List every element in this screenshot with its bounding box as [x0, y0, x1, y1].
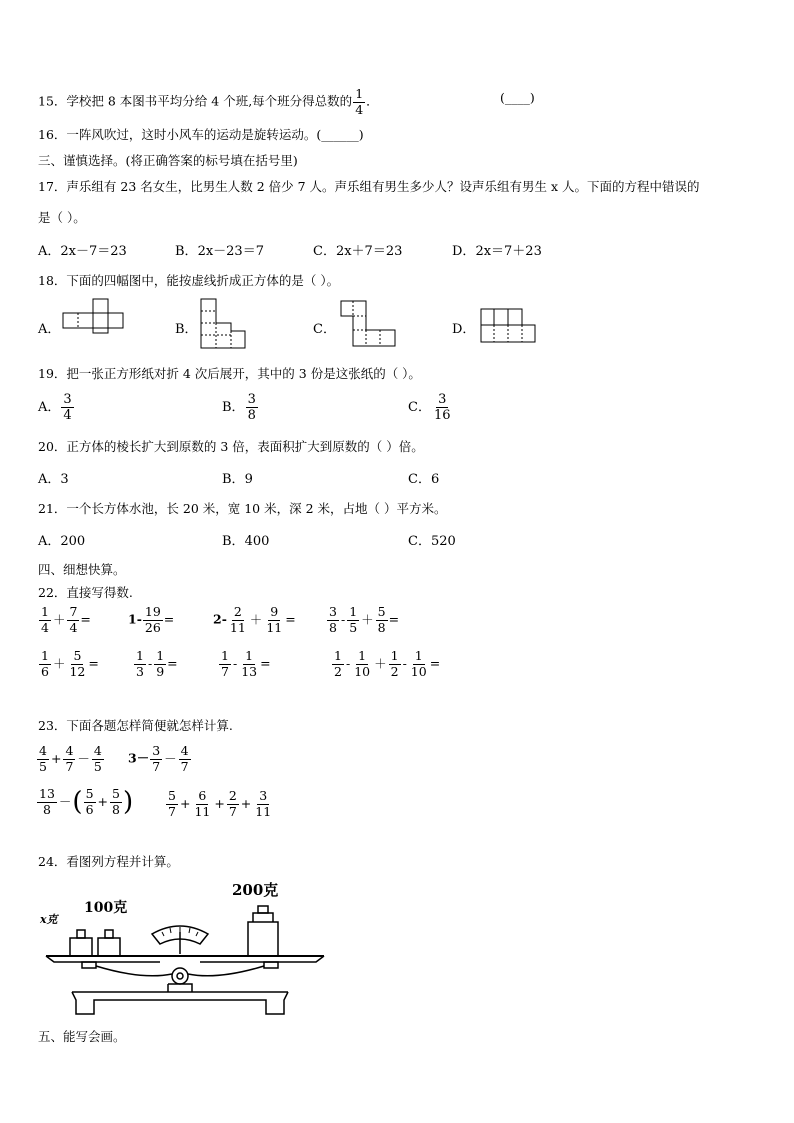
- q15-fraction: [353, 88, 365, 116]
- option-text: 6: [430, 472, 440, 487]
- label-200g: 200克: [232, 881, 279, 899]
- option-label: A．: [38, 400, 61, 415]
- option-label: C．: [408, 472, 431, 487]
- option-label: D．: [452, 244, 476, 259]
- q23-expr-3[interactable]: $\frac{13}{8}$ －( $\frac{5}{6}$ + $\frac{5}{8}$ ): [39, 786, 134, 817]
- q17-option-c[interactable]: [313, 240, 402, 259]
- q22-text: 22．直接写得数.: [38, 585, 133, 600]
- q20-option-a[interactable]: [38, 468, 69, 487]
- option-label: B．: [222, 534, 245, 549]
- q22-r2-a[interactable]: $\frac{1}{6}$ ＋ $\frac{5}{12}$ =: [41, 648, 99, 679]
- frac-den: 8: [247, 408, 256, 423]
- q20-text: 20．正方体的棱长扩大到原数的 3 倍，表面积扩大到原数的（ ）倍。: [38, 439, 424, 454]
- balance-scale-illustration: [42, 896, 328, 1020]
- q18-option-a-label[interactable]: A．: [38, 322, 61, 337]
- section-4-heading: 四、细想快算。: [38, 562, 126, 577]
- q19-option-a[interactable]: [38, 393, 75, 422]
- option-label: A．: [38, 534, 61, 549]
- option-text: 200: [60, 534, 86, 549]
- q17-option-d[interactable]: [452, 240, 542, 259]
- q20-option-c[interactable]: [408, 468, 439, 487]
- q18-text: 18．下面的四幅图中，能按虚线折成正方体的是（ ）。: [38, 273, 340, 288]
- option-label: B．: [222, 400, 245, 415]
- section-5-heading: 五、能写会画。: [38, 1029, 126, 1044]
- option-text: 3: [60, 472, 69, 487]
- q15-frac-den: 4: [355, 101, 364, 117]
- q19-option-c[interactable]: [408, 393, 454, 422]
- q21-option-c[interactable]: [408, 530, 456, 549]
- q18-net-c: [340, 300, 396, 348]
- option-text: 9: [244, 472, 253, 487]
- option-label: C．: [408, 534, 431, 549]
- q21-option-a[interactable]: [38, 530, 85, 549]
- scale-base: [72, 984, 288, 1014]
- q15-answer-blank[interactable]: (____): [500, 90, 535, 105]
- q16-text: [38, 125, 364, 143]
- q23-expr-1[interactable]: $\frac{4}{5}$ + $\frac{4}{7}$ － $\frac{4}{5}$: [39, 743, 102, 774]
- q18-net-d: [480, 308, 536, 344]
- option-label: A．: [38, 472, 61, 487]
- q22-r1-d[interactable]: $\frac{3}{8}$ - $\frac{1}{5}$ ＋ $\frac{5}{8}$ =: [329, 604, 400, 635]
- q18-option-d-label[interactable]: D．: [452, 322, 476, 337]
- x-gram-label: x克: [40, 913, 58, 926]
- q15-text: [38, 88, 379, 116]
- weight-100g-right: [98, 930, 120, 956]
- option-text: 520: [430, 534, 456, 549]
- q17-line1: 17．声乐组有 23 名女生，比男生人数 2 倍少 7 人。声乐组有男生多少人？设声乐组有男生 x 人。下面的方程中错误的: [38, 179, 700, 194]
- q24-text: 24．看图列方程并计算。: [38, 854, 179, 869]
- q15-tail: ．: [366, 93, 379, 109]
- option-text: 2x＝7＋23: [475, 244, 542, 259]
- weight-100g-left: [70, 930, 92, 956]
- option-label: B．: [222, 472, 245, 487]
- option-label: B．: [175, 244, 198, 259]
- q22-r1-c[interactable]: 2- $\frac{2}{11}$ ＋ $\frac{9}{11}$ =: [213, 604, 296, 635]
- q23-expr-4[interactable]: $\frac{5}{7}$ + $\frac{6}{11}$ + $\frac{2}{7}$ + $\frac{3}{11}$: [168, 788, 272, 819]
- option-label: C．: [408, 400, 431, 415]
- frac-num: 3: [63, 392, 72, 407]
- frac-den: 4: [63, 408, 72, 423]
- label-100g: 100克: [84, 900, 128, 916]
- option-text: 2x－23＝7: [197, 244, 264, 259]
- q22-r2-d[interactable]: $\frac{1}{2}$ - $\frac{1}{10}$ ＋ $\frac{1}{2}$ - $\frac{1}{10}$ =: [334, 648, 441, 679]
- section-3-heading: 三、谨慎选择。(将正确答案的标号填在括号里): [38, 153, 298, 168]
- q22-r2-c[interactable]: $\frac{1}{7}$ - $\frac{1}{13}$ =: [221, 648, 271, 679]
- q20-option-b[interactable]: [222, 468, 253, 487]
- scale-beam: [46, 956, 324, 984]
- scale-dial: [152, 926, 208, 954]
- q16-number: 16．: [38, 127, 67, 142]
- q15-stem: 学校把 8 本图书平均分给 4 个班,每个班分得总数的: [66, 93, 353, 109]
- q22-r1-a[interactable]: $\frac{1}{4}$ ＋ $\frac{7}{4}$ =: [41, 604, 91, 635]
- weight-200g: [248, 906, 278, 956]
- q18-net-a: [62, 298, 124, 334]
- q21-text: 21．一个长方体水池，长 20 米，宽 10 米，深 2 米，占地（ ）平方米。: [38, 501, 447, 516]
- q17-line2: 是（ ）。: [38, 210, 86, 225]
- option-label: C．: [313, 244, 336, 259]
- option-text: 400: [244, 534, 270, 549]
- q16-stem: 一阵风吹过，这时小风车的运动是旋转运动。: [66, 127, 317, 142]
- option-label: A．: [38, 244, 61, 259]
- q17-option-b[interactable]: [175, 240, 264, 259]
- q22-r2-b[interactable]: $\frac{1}{3}$ - $\frac{1}{9}$ =: [136, 648, 178, 679]
- q19-text: 19．把一张正方形纸对折 4 次后展开，其中的 3 份是这张纸的（ ）。: [38, 366, 421, 381]
- q16-answer-blank[interactable]: (______): [316, 127, 364, 142]
- frac-num: 3: [247, 392, 256, 407]
- q23-text: 23．下面各题怎样简便就怎样计算.: [38, 718, 233, 733]
- q17-option-a[interactable]: [38, 240, 127, 259]
- q15-number: 15．: [38, 93, 67, 109]
- q18-option-b-label[interactable]: B．: [175, 322, 198, 337]
- option-text: 2x－7＝23: [60, 244, 127, 259]
- frac-num: 3: [438, 392, 447, 407]
- q21-option-b[interactable]: [222, 530, 269, 549]
- q18-net-b: [200, 298, 246, 350]
- q23-expr-2[interactable]: 3－ $\frac{3}{7}$ － $\frac{4}{7}$: [128, 743, 189, 774]
- q19-option-b[interactable]: [222, 393, 259, 422]
- q18-option-c-label[interactable]: C．: [313, 322, 336, 337]
- frac-den: 16: [433, 408, 451, 423]
- option-text: 2x＋7＝23: [335, 244, 403, 259]
- q22-r1-b[interactable]: 1- $\frac{19}{26}$ =: [128, 604, 175, 635]
- q15-frac-num: 1: [355, 86, 364, 101]
